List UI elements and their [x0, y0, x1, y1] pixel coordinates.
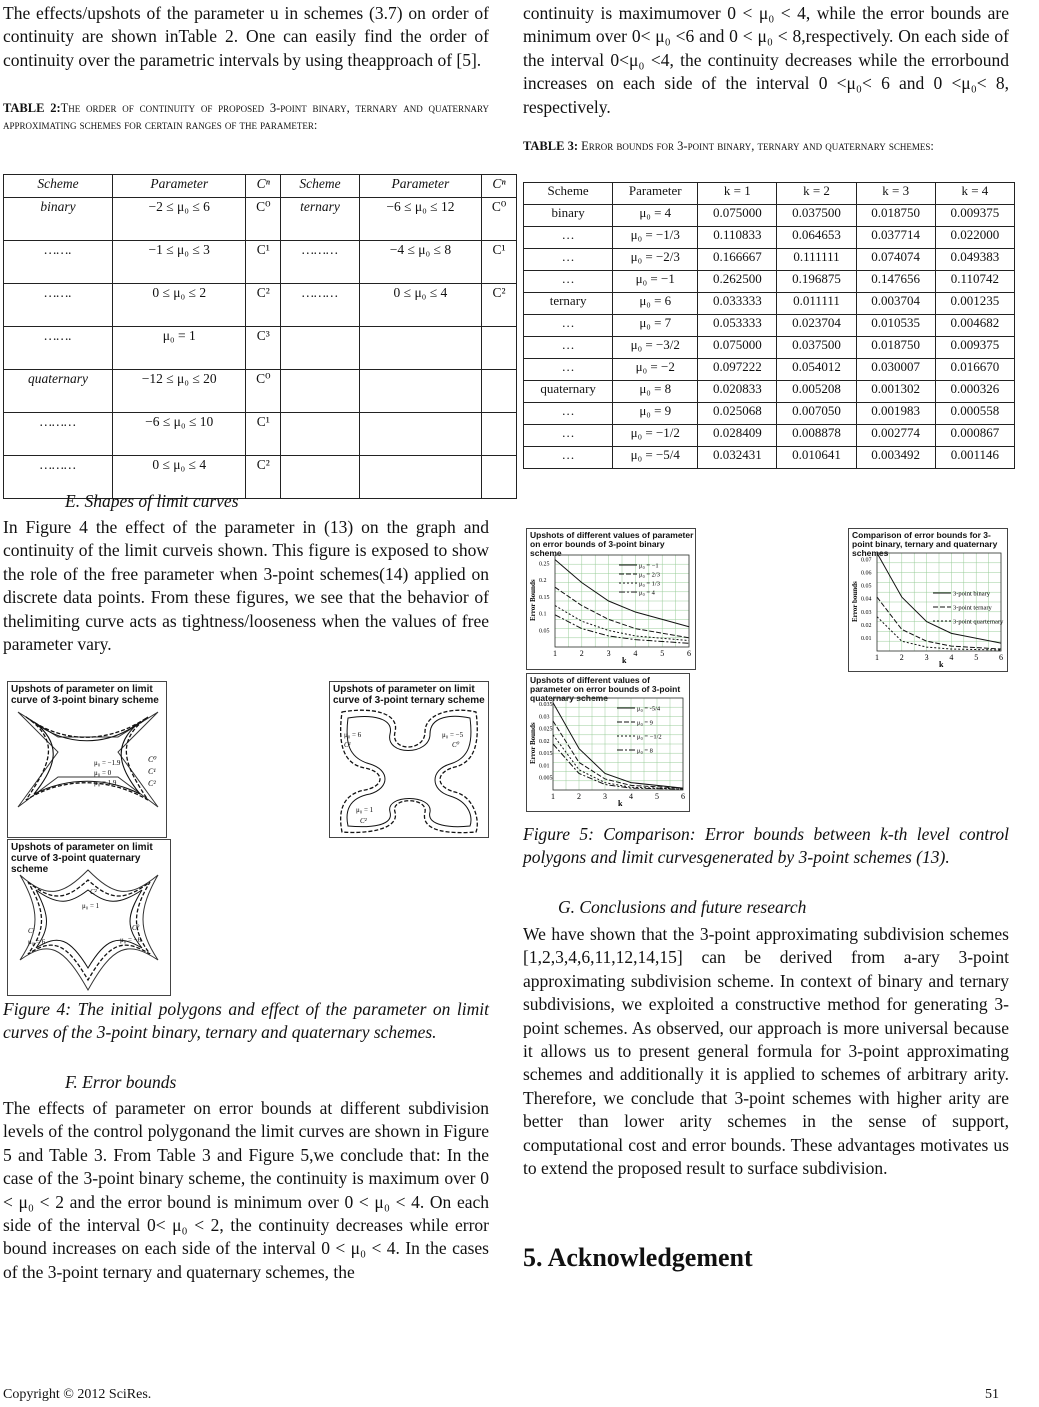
- table3-row: [524, 315, 1015, 337]
- table3-row-cell: 0.097222: [698, 359, 777, 381]
- table3-row: [524, 227, 1015, 249]
- table3-row-cell: μ₀ = 4: [613, 205, 698, 227]
- table3-row-cell: 0.016670: [935, 359, 1014, 381]
- table3-row: [524, 293, 1015, 315]
- table3-row-cell: 0.110833: [698, 227, 777, 249]
- table2-row: [4, 241, 517, 284]
- figure4-caption: Figure 4: The initial polygons and effect of the parameter on limit curves of the 3-point binary, ternary and quaternary schemes.: [3, 999, 489, 1043]
- table3-row-cell: 0.262500: [698, 271, 777, 293]
- y-tick-label: 0.02: [539, 738, 550, 745]
- x-tick-label: 2: [577, 792, 581, 801]
- table2-row-cell: −6 ≤ μ₀ ≤ 10: [113, 413, 246, 456]
- table3-row-cell: 0.064653: [777, 227, 856, 249]
- y-axis-label: Error bounds: [851, 581, 859, 622]
- table2-row-cell: C²: [246, 284, 281, 327]
- legend-label: μ₀ = 1/3: [639, 580, 660, 588]
- table3-row-cell: 0.020833: [698, 381, 777, 403]
- y-tick-label: 0.07: [861, 557, 872, 564]
- label-c0: C⁰: [148, 755, 157, 764]
- y-tick-label: 0.06: [861, 570, 872, 577]
- table3-row: [524, 359, 1015, 381]
- table3-row-cell: μ₀ = −2: [613, 359, 698, 381]
- table2-row-cell: C⁰: [482, 198, 517, 241]
- x-tick-label: 4: [633, 649, 638, 658]
- table3-row-cell: 0.110742: [935, 271, 1014, 293]
- y-tick-label: 0.1: [539, 611, 547, 618]
- table3-row-cell: 0.054012: [777, 359, 856, 381]
- table3-row-cell: 0.032431: [698, 447, 777, 469]
- table3-row-cell: 0.004682: [935, 315, 1014, 337]
- y-tick-label: 0.01: [539, 763, 550, 770]
- label-c0: C⁰: [132, 924, 140, 932]
- table3-row-cell: 0.028409: [698, 425, 777, 447]
- table2-row-cell: ………: [4, 456, 113, 499]
- table3-row-cell: μ₀ = 9: [613, 403, 698, 425]
- label-mu-1: μ₀ = 1: [356, 806, 374, 814]
- table2-row-cell: [359, 370, 481, 413]
- table3-row-cell: 0.075000: [698, 337, 777, 359]
- label-mu-neg5: μ₀ = −5: [442, 731, 464, 739]
- table3-caption: TABLE 3: Error bounds for 3-point binary, ternary and quaternary schemes:: [523, 139, 934, 153]
- table2: [3, 174, 517, 499]
- table3-row-cell: μ₀ = 6: [613, 293, 698, 315]
- table2-row-cell: [482, 456, 517, 499]
- table3-row-cell: 0.007050: [777, 403, 856, 425]
- chart-svg-comparison: [849, 529, 1007, 671]
- y-tick-label: 0.02: [861, 622, 872, 629]
- table3-row-cell: 0.018750: [856, 337, 935, 359]
- table2-row: [4, 413, 517, 456]
- y-axis-label: Error Bounds: [529, 722, 537, 764]
- table3-row-cell: μ₀ = −3/2: [613, 337, 698, 359]
- table2-row-cell: [359, 327, 481, 370]
- y-tick-label: 0.025: [539, 726, 553, 733]
- y-tick-label: 0.015: [539, 751, 553, 758]
- table3: [523, 182, 1015, 469]
- table3-row-cell: 0.000867: [935, 425, 1014, 447]
- table2-row: [4, 327, 517, 370]
- table3-row-cell: μ₀ = −5/4: [613, 447, 698, 469]
- table2-row-cell: 0 ≤ μ₀ ≤ 4: [113, 456, 246, 499]
- table3-row-cell: 0.074074: [856, 249, 935, 271]
- x-tick-label: 3: [603, 792, 607, 801]
- table3-row-cell: 0.018750: [856, 205, 935, 227]
- y-tick-label: 0.2: [539, 578, 547, 585]
- table3-row-cell: …: [524, 425, 613, 447]
- table2-row-cell: [281, 370, 360, 413]
- left-paragraph-2: In Figure 4 the effect of the parameter in (13) on the graph and continuity of the limit curveis shown. This figure is exposed to show the role of the free parameter when 3-point schemes(14) applied on discrete data points. From these figures, we see that the behavior of thelimiting curve acts as tightness/looseness when the values of free parameter vary.: [3, 517, 489, 655]
- table3-row: [524, 403, 1015, 425]
- legend-label: 3-point quarternary: [953, 618, 1004, 626]
- label-mu-19: μ₀ = 1.9: [94, 779, 117, 787]
- binary-curve-drawing: [8, 682, 166, 837]
- table3-row-cell: quaternary: [524, 381, 613, 403]
- table3-row-cell: μ₀ = 8: [613, 381, 698, 403]
- table2-row-cell: ………: [281, 241, 360, 284]
- table3-row-cell: …: [524, 227, 613, 249]
- table2-row-cell: C²: [246, 456, 281, 499]
- table2-caption: TABLE 2:The order of continuity of proposed 3-point binary, ternary and quaternary approximating schemes for certain ranges of the parameter:: [3, 101, 489, 132]
- table3-row-cell: 0.166667: [698, 249, 777, 271]
- table3-row-cell: 0.011111: [777, 293, 856, 315]
- y-tick-label: 0.03: [861, 609, 872, 616]
- table2-row-cell: −2 ≤ μ₀ ≤ 6: [113, 198, 246, 241]
- table3-row-cell: 0.010535: [856, 315, 935, 337]
- label-mu-neg19: μ₀ = −1.9: [94, 759, 121, 767]
- figure-quaternary-limit-curve: Upshots of parameter on limit curve of 3-point quaternary scheme μ₀ = 1 C² C¹ μ₀ = 6 C⁰ μ₀ = −6: [7, 839, 171, 996]
- right-paragraph-1: continuity is maximumover 0 < μ₀ < 4, while the error bounds are minimum over 0< μ₀ <6 and 0 < μ₀ < 8,respectively. On each side of the interval 0<μ₀ <4, the continuity decreases while the errorbound increases on each side of the interval 0 <μ₀< 6 and 0 <μ₀< 8, respectively.: [523, 3, 1009, 117]
- table3-row-cell: 0.037714: [856, 227, 935, 249]
- label-mu-6: μ₀ = 6: [344, 731, 362, 739]
- legend-label: μ₀ = 8: [637, 747, 653, 755]
- y-tick-label: 0.04: [861, 596, 872, 603]
- table2-row-cell: [482, 370, 517, 413]
- table2-row-cell: quaternary: [4, 370, 113, 413]
- table2-row-cell: [482, 413, 517, 456]
- legend-label: μ₀ = -5/4: [637, 705, 661, 713]
- table3-row-cell: 0.037500: [777, 337, 856, 359]
- table3-row-cell: 0.025068: [698, 403, 777, 425]
- label-mu-0: μ₀ = 0: [94, 769, 112, 777]
- table2-header: Scheme: [4, 175, 113, 198]
- chart-quaternary-error-bounds: Upshots of different values of parameter on error bounds of 3-point quaternary scheme 1 2 3 4 5 6 k 0.005 0.01 0.015 0.02 0.025 0.03 0.035 Error Bounds μ₀ = -5/4 μ₀ = 9 μ₀ = −1/2 μ₀ = 8: [526, 673, 690, 812]
- label-c2: C²: [148, 779, 156, 788]
- table2-row-cell: C¹: [246, 241, 281, 284]
- ternary-curve-drawing: [330, 682, 488, 837]
- x-tick-label: 2: [899, 653, 904, 662]
- table3-row-cell: ternary: [524, 293, 613, 315]
- x-axis-label: k: [618, 799, 623, 808]
- x-tick-label: 5: [660, 649, 665, 658]
- table3-row-cell: 0.008878: [777, 425, 856, 447]
- table2-row-cell: μ₀ = 1: [113, 327, 246, 370]
- label-c1: C¹: [148, 767, 156, 776]
- table2-row-cell: [281, 413, 360, 456]
- table3-header: k = 2: [777, 183, 856, 205]
- table2-header-row: [4, 175, 517, 198]
- table3-row-cell: 0.111111: [777, 249, 856, 271]
- table3-row-cell: 0.001146: [935, 447, 1014, 469]
- figure-ternary-limit-curve: Upshots of parameter on limit curve of 3-point ternary scheme μ₀ = 6 C¹ μ₀ = −5 C⁰ μ₀ = 1 C²: [329, 681, 489, 838]
- table3-row: [524, 271, 1015, 293]
- table2-row-cell: 0 ≤ μ₀ ≤ 2: [113, 284, 246, 327]
- section-f-heading: F. Error bounds: [65, 1072, 177, 1092]
- table2-header: Scheme: [281, 175, 360, 198]
- table3-row-cell: …: [524, 249, 613, 271]
- table3-row: [524, 249, 1015, 271]
- x-tick-label: 4: [629, 792, 633, 801]
- x-axis-label: k: [622, 656, 627, 665]
- table3-row-cell: 0.003704: [856, 293, 935, 315]
- footer-page-number: 51: [985, 1387, 999, 1402]
- table3-row: [524, 381, 1015, 403]
- table2-row-cell: [359, 456, 481, 499]
- label-c1: C¹: [344, 741, 351, 749]
- table3-header: k = 3: [856, 183, 935, 205]
- table3-row-cell: 0.000558: [935, 403, 1014, 425]
- table3-row-cell: 0.009375: [935, 205, 1014, 227]
- table3-row-cell: 0.030007: [856, 359, 935, 381]
- table3-header-row: [524, 183, 1015, 205]
- x-tick-label: 3: [606, 649, 611, 658]
- x-tick-label: 2: [579, 649, 584, 658]
- table3-header: Scheme: [524, 183, 613, 205]
- table3-row-cell: 0.001302: [856, 381, 935, 403]
- table3-row-cell: …: [524, 403, 613, 425]
- table2-row-cell: ………: [281, 284, 360, 327]
- x-tick-label: 1: [551, 792, 555, 801]
- table3-row-cell: 0.053333: [698, 315, 777, 337]
- table2-header: Cⁿ: [246, 175, 281, 198]
- x-tick-label: 5: [655, 792, 659, 801]
- table3-row-cell: μ₀ = −2/3: [613, 249, 698, 271]
- x-axis-label: k: [939, 660, 944, 669]
- table2-row-cell: −12 ≤ μ₀ ≤ 20: [113, 370, 246, 413]
- y-tick-label: 0.005: [539, 775, 553, 782]
- table2-row-cell: [482, 327, 517, 370]
- table2-row: [4, 284, 517, 327]
- y-tick-label: 0.05: [539, 628, 550, 635]
- legend-label: μ₀ = −1/2: [637, 733, 662, 741]
- table3-row-cell: 0.009375: [935, 337, 1014, 359]
- table3-row-cell: 0.000326: [935, 381, 1014, 403]
- y-tick-label: 0.05: [861, 583, 872, 590]
- label-mu-1: μ₀ = 1: [82, 902, 100, 910]
- table2-row-cell: [281, 327, 360, 370]
- y-tick-label: 0.25: [539, 561, 550, 568]
- table3-row-cell: 0.023704: [777, 315, 856, 337]
- x-tick-label: 4: [949, 653, 954, 662]
- table2-row-cell: C⁰: [246, 198, 281, 241]
- table2-row-cell: …….: [4, 241, 113, 284]
- table3-row: [524, 337, 1015, 359]
- x-tick-label: 6: [681, 792, 685, 801]
- table2-header: Parameter: [113, 175, 246, 198]
- table3-row-cell: 0.147656: [856, 271, 935, 293]
- x-tick-label: 3: [924, 653, 929, 662]
- table3-row-cell: μ₀ = −1: [613, 271, 698, 293]
- figure-binary-limit-curve: Upshots of parameter on limit curve of 3-point binary scheme μ₀ = −1.9 μ₀ = 0 μ₀ = 1.9 C⁰ C¹ C²: [7, 681, 167, 838]
- table3-header: Parameter: [613, 183, 698, 205]
- table3-row-cell: …: [524, 359, 613, 381]
- acknowledgement-heading: 5. Acknowledgement: [523, 1243, 753, 1272]
- table3-row-cell: 0.002774: [856, 425, 935, 447]
- table3-row-cell: μ₀ = −1/2: [613, 425, 698, 447]
- table3-header: k = 4: [935, 183, 1014, 205]
- table3-row: [524, 447, 1015, 469]
- table2-row-cell: ternary: [281, 198, 360, 241]
- table3-row-cell: 0.196875: [777, 271, 856, 293]
- table3-row-cell: 0.037500: [777, 205, 856, 227]
- chart-svg-binary: [527, 529, 695, 669]
- x-tick-label: 5: [974, 653, 979, 662]
- table2-row-cell: −6 ≤ μ₀ ≤ 12: [359, 198, 481, 241]
- y-axis-label: Error Bounds: [529, 579, 537, 621]
- table3-row-cell: 0.049383: [935, 249, 1014, 271]
- label-mu-neg6: μ₀ = −6: [120, 936, 142, 944]
- label-c1: C¹: [28, 927, 35, 935]
- section-e-heading: E. Shapes of limit curves: [65, 491, 239, 511]
- table3-row-cell: …: [524, 337, 613, 359]
- x-tick-label: 1: [553, 649, 557, 658]
- table2-row-cell: C¹: [482, 241, 517, 284]
- table2-row-cell: C²: [482, 284, 517, 327]
- label-c2: C²: [90, 888, 97, 896]
- table3-row-cell: …: [524, 315, 613, 337]
- y-tick-label: 0.035: [539, 702, 553, 709]
- table2-header: Cⁿ: [482, 175, 517, 198]
- footer-copyright: Copyright © 2012 SciRes.: [3, 1387, 152, 1402]
- x-tick-label: 6: [687, 649, 691, 658]
- table3-row-cell: μ₀ = −1/3: [613, 227, 698, 249]
- table3-row-cell: …: [524, 271, 613, 293]
- table2-row-cell: ………: [4, 413, 113, 456]
- table2-row-cell: binary: [4, 198, 113, 241]
- legend-label: 3-point ternary: [953, 604, 992, 612]
- y-tick-label: 0.03: [539, 714, 550, 721]
- left-paragraph-1: The effects/upshots of the parameter u in schemes (3.7) on order of continuity are shown inTable 2. One can easily find the order of continuity over the parametric intervals by using theapproach of [5].: [3, 3, 489, 70]
- table2-header: Parameter: [359, 175, 481, 198]
- legend-label: μ₀ = −1: [639, 562, 659, 570]
- left-paragraph-3: The effects of parameter on error bounds at different subdivision levels of the control polygonand the limit curves are shown in Figure 5 and Table 3. From Table 3 and Figure 5,we conclude that: In the case of the 3-point binary scheme, the continuity is maximum over 0 < μ₀ < 2 and the error bound is minimum over 0 < μ₀ < 4. On each side of the interval 0< μ₀ < 2, the continuity decreases while error bound increases on each side of the interval 0 < μ₀ < 4. In the cases of the 3-point ternary and quaternary schemes, the: [3, 1098, 489, 1282]
- quaternary-curve-drawing: [8, 840, 170, 995]
- table2-row: [4, 198, 517, 241]
- table2-row-cell: …….: [4, 284, 113, 327]
- table3-row-cell: 0.001983: [856, 403, 935, 425]
- y-tick-label: 0.15: [539, 594, 550, 601]
- legend-label: μ₀ = 4: [639, 589, 655, 597]
- table3-row-cell: 0.075000: [698, 205, 777, 227]
- table2-row-cell: …….: [4, 327, 113, 370]
- table2-row-cell: C³: [246, 327, 281, 370]
- table3-row-cell: 0.005208: [777, 381, 856, 403]
- legend-label: 3-point binary: [953, 590, 991, 598]
- table2-row: [4, 370, 517, 413]
- legend-label: μ₀ = 2/3: [639, 571, 660, 579]
- chart-svg-quaternary: [527, 674, 689, 811]
- x-tick-label: 1: [875, 653, 879, 662]
- table3-header: k = 1: [698, 183, 777, 205]
- x-tick-label: 6: [999, 653, 1003, 662]
- table2-row-cell: C¹: [246, 413, 281, 456]
- table3-row: [524, 425, 1015, 447]
- chart-binary-error-bounds: Upshots of different values of parameter on error bounds of 3-point binary scheme 1 2 3 4 5 6 k 0.05 0.1 0.15 0.2 0.25 Error Bounds μ₀ = −1 μ₀ = 2/3 μ₀ = 1/3 μ₀ = 4: [526, 528, 696, 670]
- table3-row-cell: …: [524, 447, 613, 469]
- label-c0: C⁰: [452, 741, 460, 749]
- label-c2: C²: [360, 817, 367, 825]
- table2-row-cell: C⁰: [246, 370, 281, 413]
- table2-row-cell: [281, 456, 360, 499]
- table2-row-cell: −4 ≤ μ₀ ≤ 8: [359, 241, 481, 284]
- section-g-heading: G. Conclusions and future research: [558, 897, 807, 917]
- table3-row-cell: binary: [524, 205, 613, 227]
- table3-row-cell: μ₀ = 7: [613, 315, 698, 337]
- y-tick-label: 0.01: [861, 635, 872, 642]
- figure5-caption: Figure 5: Comparison: Error bounds between k-th level control polygons and limit curvesgenerated by 3-point schemes (13).: [523, 824, 1009, 868]
- table3-row-cell: 0.010641: [777, 447, 856, 469]
- table2-row-cell: −1 ≤ μ₀ ≤ 3: [113, 241, 246, 284]
- table2-row-cell: [359, 413, 481, 456]
- table2-row-cell: 0 ≤ μ₀ ≤ 4: [359, 284, 481, 327]
- table3-row-cell: 0.003492: [856, 447, 935, 469]
- right-paragraph-2: We have shown that the 3-point approximating subdivision schemes [1,2,3,4,6,11,12,14,15] can be derived from a-ary 3-point approximating subdivision scheme. In context of binary and ternary subdivisions, we exploited a constructive method for generating 3-point schemes. As observed, our approach is more universal because it allows us to present general formula for 3-point approximating schemes and additionally it is applied to schemes of arbitrary arity. Therefore, we conclude that 3-point schemes with higher arity are better than lower arity schemes in the sense of support, computational cost and error bounds. These advantages motivates us to extend the proposed result to surface subdivision.: [523, 924, 1009, 1179]
- label-mu-6: μ₀ = 6: [28, 938, 46, 946]
- legend-label: μ₀ = 9: [637, 719, 653, 727]
- table3-row-cell: 0.001235: [935, 293, 1014, 315]
- table3-row-cell: 0.022000: [935, 227, 1014, 249]
- table3-row: [524, 205, 1015, 227]
- table3-row-cell: 0.033333: [698, 293, 777, 315]
- chart-comparison-error-bounds: Comparison of error bounds for 3-point binary, ternary and quaternary schemes 1 2 3 4 5 6 k 0.01 0.02 0.03 0.04 0.05 0.06 0.07 Error bounds 3-point binary 3-point ternary 3-point quarternary: [848, 528, 1008, 672]
